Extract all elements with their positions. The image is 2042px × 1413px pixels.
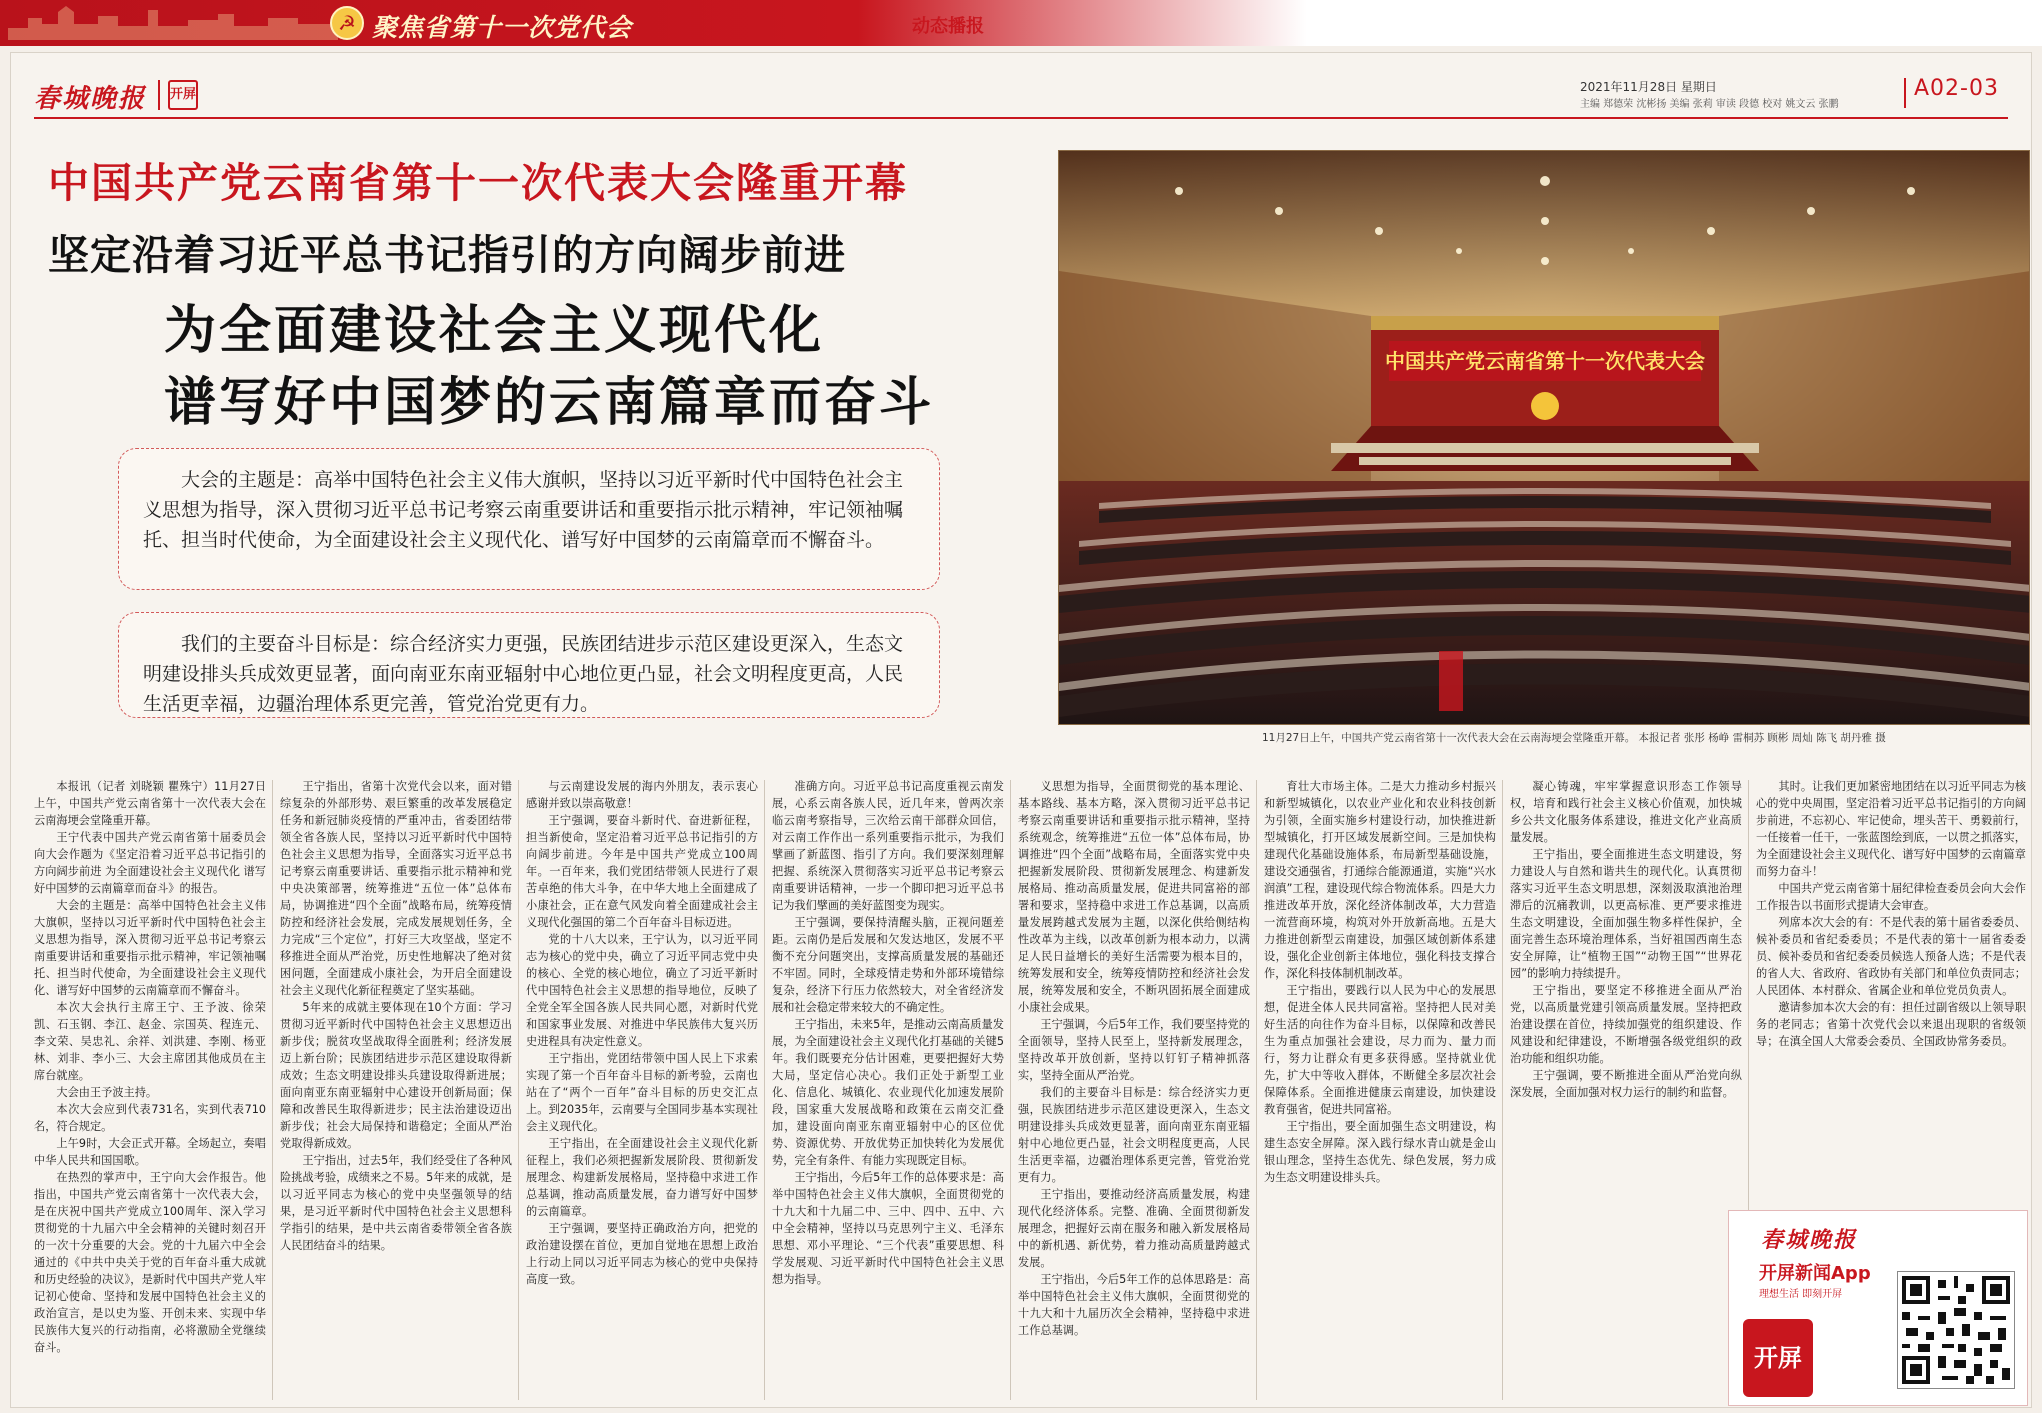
headline-main-line2: 谱写好中国梦的云南篇章而奋斗 — [164, 373, 935, 433]
column-rule — [518, 780, 519, 1400]
kaiping-app-icon: 开屏 — [1743, 1319, 1813, 1397]
paragraph: 王宁指出，要坚定不移推进全面从严治党，以高质量党建引领高质量发展。坚持把政治建设摆在首位，持续加强党的组织建设、作风建设和纪律建设，不断增强各级党组织的政治功能和组织功能。 — [1510, 984, 1742, 1065]
paragraph: 王宁指出，要践行以人民为中心的发展思想，促进全体人民共同富裕。坚持把人民对美好生活的向往作为奋斗目标，以保障和改善民生为重点加强社会建设，尽力而为、量力而行，努力让群众有更多获得感。坚持就业优先，扩大中等收入群体，不断健全多层次社会保障体系。全面推进健康云南建设，加快建设教育强省，促进共同富裕。 — [1264, 984, 1496, 1116]
headline-red: 中国共产党云南省第十一次代表大会隆重开幕 — [48, 159, 908, 207]
paragraph: 党的十八大以来，王宁认为，以习近平同志为核心的党中央，确立了习近平同志党中央的核心、全党的核心地位，确立了习近平新时代中国特色社会主义思想的指导地位，反映了全党全军全国各族人民共同心愿，对新时代党和国家事业发展、对推进中华民族伟大复兴历史进程具有决定性意义。 — [526, 933, 758, 1048]
paragraph: 王宁强调，今后5年工作，我们要坚持党的全面领导，坚持人民至上，坚持新发展理念，坚持改革开放创新，坚持以钉钉子精神抓落实，坚持全面从严治党。 — [1018, 1018, 1250, 1082]
congress-hall-photo — [1058, 150, 2030, 725]
paragraph: 准确方向。习近平总书记高度重视云南发展，心系云南各族人民，近几年来，曾两次亲临云南考察指导，三次给云南干部群众回信，对云南工作作出一系列重要指示批示，为我们擘画了新蓝图、指引了方向。我们要深刻理解把握、系统深入贯彻落实习近平总书记考察云南重要讲话精神，一步一个脚印把习近平总书记为我们擘画的美好蓝图变为现实。 — [772, 780, 1004, 912]
paragraph: 大会的主题是：高举中国特色社会主义伟大旗帜，坚持以习近平新时代中国特色社会主义思想为指导，深入贯彻习近平总书记考察云南重要讲话和重要指示批示精神，牢记领袖嘱托、担当时代使命，为全面建设社会主义现代化、谱写好中国梦的云南篇章而不懈奋斗。 — [34, 899, 266, 997]
paragraph: 义思想为指导，全面贯彻党的基本理论、基本路线、基本方略，深入贯彻习近平总书记考察云南重要讲话和重要指示批示精神，坚持系统观念，统筹推进“五位一体”总体布局，协调推进“四个全面”战略布局，全面落实党中央把握新发展阶段、贯彻新发展理念、构建新发展格局、推动高质量发展，促进共同富裕的部署和要求，坚持稳中求进工作总基调，以高质量发展跨越式发展为主题，以深化供给侧结构性改革为主线，以改革创新为根本动力，以满足人民日益增长的美好生活需要为根本目的，统筹发展和安全，统筹疫情防控和经济社会发展，统筹发展和安全，不断巩固拓展全面建成小康社会成果。 — [1018, 780, 1250, 1014]
column-rule — [1256, 780, 1257, 1400]
top-banner — [0, 0, 2042, 46]
paragraph: 王宁代表中国共产党云南省第十届委员会向大会作题为《坚定沿着习近平总书记指引的方向阔步前进 为全面建设社会主义现代化 谱写好中国梦的云南篇章而奋斗》的报告。 — [34, 831, 266, 895]
paragraph: 王宁强调，要坚持正确政治方向，把党的政治建设摆在首位，更加自觉地在思想上政治上行动上同以习近平同志为核心的党中央保持高度一致。 — [526, 1222, 758, 1286]
paragraph: 王宁指出，在全面建设社会主义现代化新征程上，我们必须把握新发展阶段、贯彻新发展理念、构建新发展格局，坚持稳中求进工作总基调，推动高质量发展，奋力谱写好中国梦的云南篇章。 — [526, 1137, 758, 1218]
kaiping-badge: 开屏 — [168, 80, 198, 110]
paragraph: 与云南建设发展的海内外朋友，表示衷心感谢并致以崇高敬意！ — [526, 780, 758, 810]
paragraph: 王宁指出，今后5年工作的总体要求是：高举中国特色社会主义伟大旗帜，全面贯彻党的十九大和十九届二中、三中、四中、五中、六中全会精神，坚持以马克思列宁主义、毛泽东思想、邓小平理论、“三个代表”重要思想、科学发展观、习近平新时代中国特色社会主义思想为指导。 — [772, 1171, 1004, 1286]
editor-credits: 主编 郑德荣 沈彬扬 美编 张莉 审读 段德 校对 姚文云 张鹏 — [1580, 99, 1839, 110]
paragraph: 王宁指出，要推动经济高质量发展，构建现代化经济体系。完整、准确、全面贯彻新发展理念，把握好云南在服务和融入新发展格局中的新机遇、新优势，着力推动高质量跨越式发展。 — [1018, 1188, 1250, 1269]
column-rule — [1010, 780, 1011, 1400]
article-column-4 — [772, 778, 1004, 1400]
paragraph: 在热烈的掌声中，王宁向大会作报告。他指出，中国共产党云南省第十一次代表大会，是在庆祝中国共产党成立100周年、深入学习贯彻党的十九届六中全会精神的关键时刻召开的一次十分重要的大会。党的十九届六中全会通过的《中共中央关于党的百年奋斗重大成就和历史经验的决议》，是新时代中国共产党人牢记初心使命、坚持和发展中国特色社会主义的政治宣言，是以史为鉴、开创未来、实现中华民族伟大复兴的行动指南，必将激励全党继续奋斗。 — [34, 1171, 266, 1354]
paragraph: 育壮大市场主体。二是大力推动乡村振兴和新型城镇化，以农业产业化和农业科技创新为引领，全面实施乡村建设行动，加快推进新型城镇化，打开区域发展新空间。三是加快构建现代化基础设施体系，布局新型基础设施，建设交通强省，打通综合能源通道，实施“兴水润滇”工程，建设现代综合物流体系。四是大力推进改革开放，深化经济体制改革，大力营造一流营商环境，构筑对外开放新高地。五是大力推进创新型云南建设，加强区域创新体系建设，强化企业创新主体地位，强化科技支撑合作，深化科技体制机制改革。 — [1264, 780, 1496, 980]
masthead-divider — [158, 80, 160, 110]
paragraph: 中国共产党云南省第十届纪律检查委员会向大会作工作报告以书面形式提请大会审查。 — [1756, 882, 2026, 912]
photo-caption: 11月27日上午，中国共产党云南省第十一次代表大会在云南海埂会堂隆重开幕。 本报记者 张彤 杨峥 雷桐苏 顾彬 周灿 陈飞 胡丹雅 摄 — [1262, 732, 1886, 744]
article-column-1 — [34, 778, 266, 1400]
paragraph: 凝心铸魂，牢牢掌握意识形态工作领导权，培育和践行社会主义核心价值观，加快城乡公共文化服务体系建设，推进文化产业高质量发展。 — [1510, 780, 1742, 844]
qr-code-icon[interactable] — [1897, 1271, 2015, 1389]
paragraph: 列席本次大会的有：不是代表的第十届省委委员、候补委员和省纪委委员；不是代表的第十一届省委委员、候补委员和省纪委委员候选人预备人选；不是代表的省人大、省政府、省政协有关部门和单位负责同志；人民团体、本村群众、省属企业和单位党员负责人。 — [1756, 916, 2026, 997]
paragraph: 其时。让我们更加紧密地团结在以习近平同志为核心的党中央周围，坚定沿着习近平总书记指引的方向阔步前进，不忘初心、牢记使命，埋头苦干、勇毅前行，一任接着一任干，一张蓝图绘到底，一以贯之抓落实，为全面建设社会主义现代化、谱写好中国梦的云南篇章而努力奋斗！ — [1756, 780, 2026, 878]
paragraph: 王宁强调，要奋斗新时代、奋进新征程，担当新使命，坚定沿着习近平总书记指引的方向阔步前进。今年是中国共产党成立100周年。一百年来，我们党团结带领人民进行了艰苦卓绝的伟大斗争，在中华大地上全面建成了小康社会，正在意气风发向着全面建成社会主义现代化强国的第二个百年奋斗目标迈进。 — [526, 814, 758, 929]
article-column-6 — [1264, 778, 1496, 1400]
article-column-8 — [1756, 778, 2026, 1198]
banner-title: 聚焦省第十一次党代会 — [372, 13, 633, 42]
promo-app-name: 开屏新闻App — [1759, 1263, 1871, 1284]
paragraph: 王宁强调，要不断推进全面从严治党向纵深发展，全面加强对权力运行的制约和监督。 — [1510, 1069, 1742, 1099]
article-column-3 — [526, 778, 758, 1400]
newspaper-logo: 春城晚报 — [34, 84, 147, 114]
headline-main-line1: 为全面建设社会主义现代化 — [164, 301, 825, 361]
paragraph: 邀请参加本次大会的有：担任过副省级以上领导职务的老同志；省第十次党代会以来退出现职的省级领导；在滇全国人大常委会委员、全国政协常务委员。 — [1756, 1001, 2026, 1048]
paragraph: 本报讯（记者 刘晓颖 瞿殊宁）11月27日上午，中国共产党云南省第十一次代表大会在云南海埂会堂隆重开幕。 — [34, 780, 266, 827]
party-emblem-icon: ☭ — [330, 6, 364, 40]
paragraph: 王宁指出，党团结带领中国人民上下求索实现了第一个百年奋斗目标的新考验，云南也站在了“两个一百年”奋斗目标的历史交汇点上。到2035年，云南要与全国同步基本实现社会主义现代化。 — [526, 1052, 758, 1133]
paragraph: 王宁强调，要保持清醒头脑，正视问题差距。云南仍是后发展和欠发达地区，发展不平衡不充分问题突出，支撑高质量发展的基础还不牢固。同时，全球疫情走势和外部环境错综复杂，经济下行压力依然较大，对全省经济发展和社会稳定带来较大的不确定性。 — [772, 916, 1004, 1014]
paragraph: 王宁指出，省第十次党代会以来，面对错综复杂的外部形势、艰巨繁重的改革发展稳定任务和新冠肺炎疫情的严重冲击，省委团结带领全省各族人民，坚持以习近平新时代中国特色社会主义思想为指导，全面落实习近平总书记考察云南重要讲话、重要指示批示精神和党中央决策部署，统筹推进“五位一体”总体布局，协调推进“四个全面”战略布局，统筹疫情防控和经济社会发展，完成发展规划任务，全力完成“三个定位”，打好三大攻坚战，坚定不移推进全面从严治党，历史性地解决了绝对贫困问题，全面建成小康社会，为开启全面建设社会主义现代化新征程奠定了坚实基础。 — [280, 780, 512, 997]
issue-date: 2021年11月28日 星期日 — [1580, 80, 1717, 94]
paragraph: 王宁指出，要全面加强生态文明建设，构建生态安全屏障。深入践行绿水青山就是金山银山理念，坚持生态优先、绿色发展，努力成为生态文明建设排头兵。 — [1264, 1120, 1496, 1184]
paragraph: 王宁指出，过去5年，我们经受住了各种风险挑战考验，成绩来之不易。5年来的成就，是以习近平同志为核心的党中央坚强领导的结果，是习近平新时代中国特色社会主义思想科学指引的结果，是中共云南省委带领全省各族人民团结奋斗的结果。 — [280, 1154, 512, 1252]
promo-slogan: 理想生活 即刻开屏 — [1759, 1289, 1843, 1300]
banner-section-label: 动态播报 — [912, 16, 984, 37]
masthead-rule — [34, 117, 2008, 119]
paragraph: 大会由王予波主持。 — [56, 1086, 158, 1099]
paragraph: 本次大会应到代表731名，实到代表710名，符合规定。 — [34, 1103, 266, 1133]
article-column-5 — [1018, 778, 1250, 1400]
theme-quote-box: 大会的主题是：高举中国特色社会主义伟大旗帜，坚持以习近平新时代中国特色社会主义思想为指导，深入贯彻习近平总书记考察云南重要讲话和重要指示批示精神，牢记领袖嘱托、担当时代使命，为全面建设社会主义现代化、谱写好中国梦的云南篇章而不懈奋斗。 — [118, 448, 940, 590]
article-column-7 — [1510, 778, 1742, 1400]
paragraph: 上午9时，大会正式开幕。全场起立，奏唱中华人民共和国国歌。 — [34, 1137, 266, 1167]
promo-logo: 春城晚报 — [1761, 1227, 1858, 1253]
emblem-icon — [1531, 392, 1559, 420]
column-rule — [272, 780, 273, 1400]
page-number: A02-03 — [1914, 76, 1999, 101]
paragraph: 王宁指出，未来5年，是推动云南高质量发展，为全面建设社会主义现代化打基础的关键5年。我们既要充分估计困难，更要把握好大势大局，坚定信心决心。我们正处于新型工业化、信息化、城镇化、农业现代化加速发展阶段，国家重大发展战略和政策在云南交汇叠加，建设面向南亚东南亚辐射中心的区位优势、资源优势、开放优势正加快转化为发展优势，完全有条件、有能力实现既定目标。 — [772, 1018, 1004, 1167]
stage-banner-text: 中国共产党云南省第十一次代表大会 — [1385, 349, 1705, 373]
paragraph: 5年来的成就主要体现在10个方面：学习贯彻习近平新时代中国特色社会主义思想迈出新步伐；脱贫攻坚战取得全面胜利；经济发展迈上新台阶；民族团结进步示范区建设取得新成效；生态文明建设排头兵建设取得新进展；面向南亚东南亚辐射中心建设开创新局面；保障和改善民生取得新进步；民主法治建设迈出新步伐；社会大局保持和谐稳定；全面从严治党取得新成效。 — [280, 1001, 512, 1150]
article-column-2 — [280, 778, 512, 1400]
paragraph: 王宁指出，今后5年工作的总体思路是：高举中国特色社会主义伟大旗帜，全面贯彻党的十九大和十九届历次全会精神，坚持稳中求进工作总基调。 — [1018, 1273, 1250, 1337]
column-rule — [1502, 780, 1503, 1400]
goals-quote-box: 我们的主要奋斗目标是：综合经济实力更强，民族团结进步示范区建设更深入，生态文明建设排头兵成效更显著，面向南亚东南亚辐射中心地位更凸显，社会文明程度更高，人民生活更幸福，边疆治理体系更完善，管党治党更有力。 — [118, 612, 940, 718]
column-rule — [764, 780, 765, 1400]
paragraph: 我们的主要奋斗目标是：综合经济实力更强，民族团结进步示范区建设更深入，生态文明建设排头兵成效更显著，面向南亚东南亚辐射中心地位更凸显，社会文明程度更高，人民生活更幸福，边疆治理体系更完善，管党治党更有力。 — [1018, 1086, 1250, 1184]
app-promo[interactable] — [1728, 1210, 2028, 1406]
hall-illustration — [1059, 151, 2030, 725]
paragraph: 王宁指出，要全面推进生态文明建设，努力建设人与自然和谐共生的现代化。认真贯彻落实习近平生态文明思想，深刻汲取滇池治理滞后的沉痛教训，以更高标准、更严要求推进生态文明建设，全面加强生物多样性保护，全面完善生态环境治理体系，当好祖国西南生态安全屏障，让“植物王国”“动物王国”“世界花园”的影响力持续提升。 — [1510, 848, 1742, 980]
headline-sub: 坚定沿着习近平总书记指引的方向阔步前进 — [48, 231, 846, 279]
page-number-divider — [1904, 78, 1906, 108]
skyline-icon — [8, 4, 338, 40]
paragraph: 本次大会执行主席王宁、王予波、徐荣凯、石玉钢、李江、赵金、宗国英、程连元、李文荣、吴忠礼、余祥、刘洪建、李刚、杨亚林、刘非、李小三、大会主席团其他成员在主席台就座。 — [34, 1001, 266, 1082]
